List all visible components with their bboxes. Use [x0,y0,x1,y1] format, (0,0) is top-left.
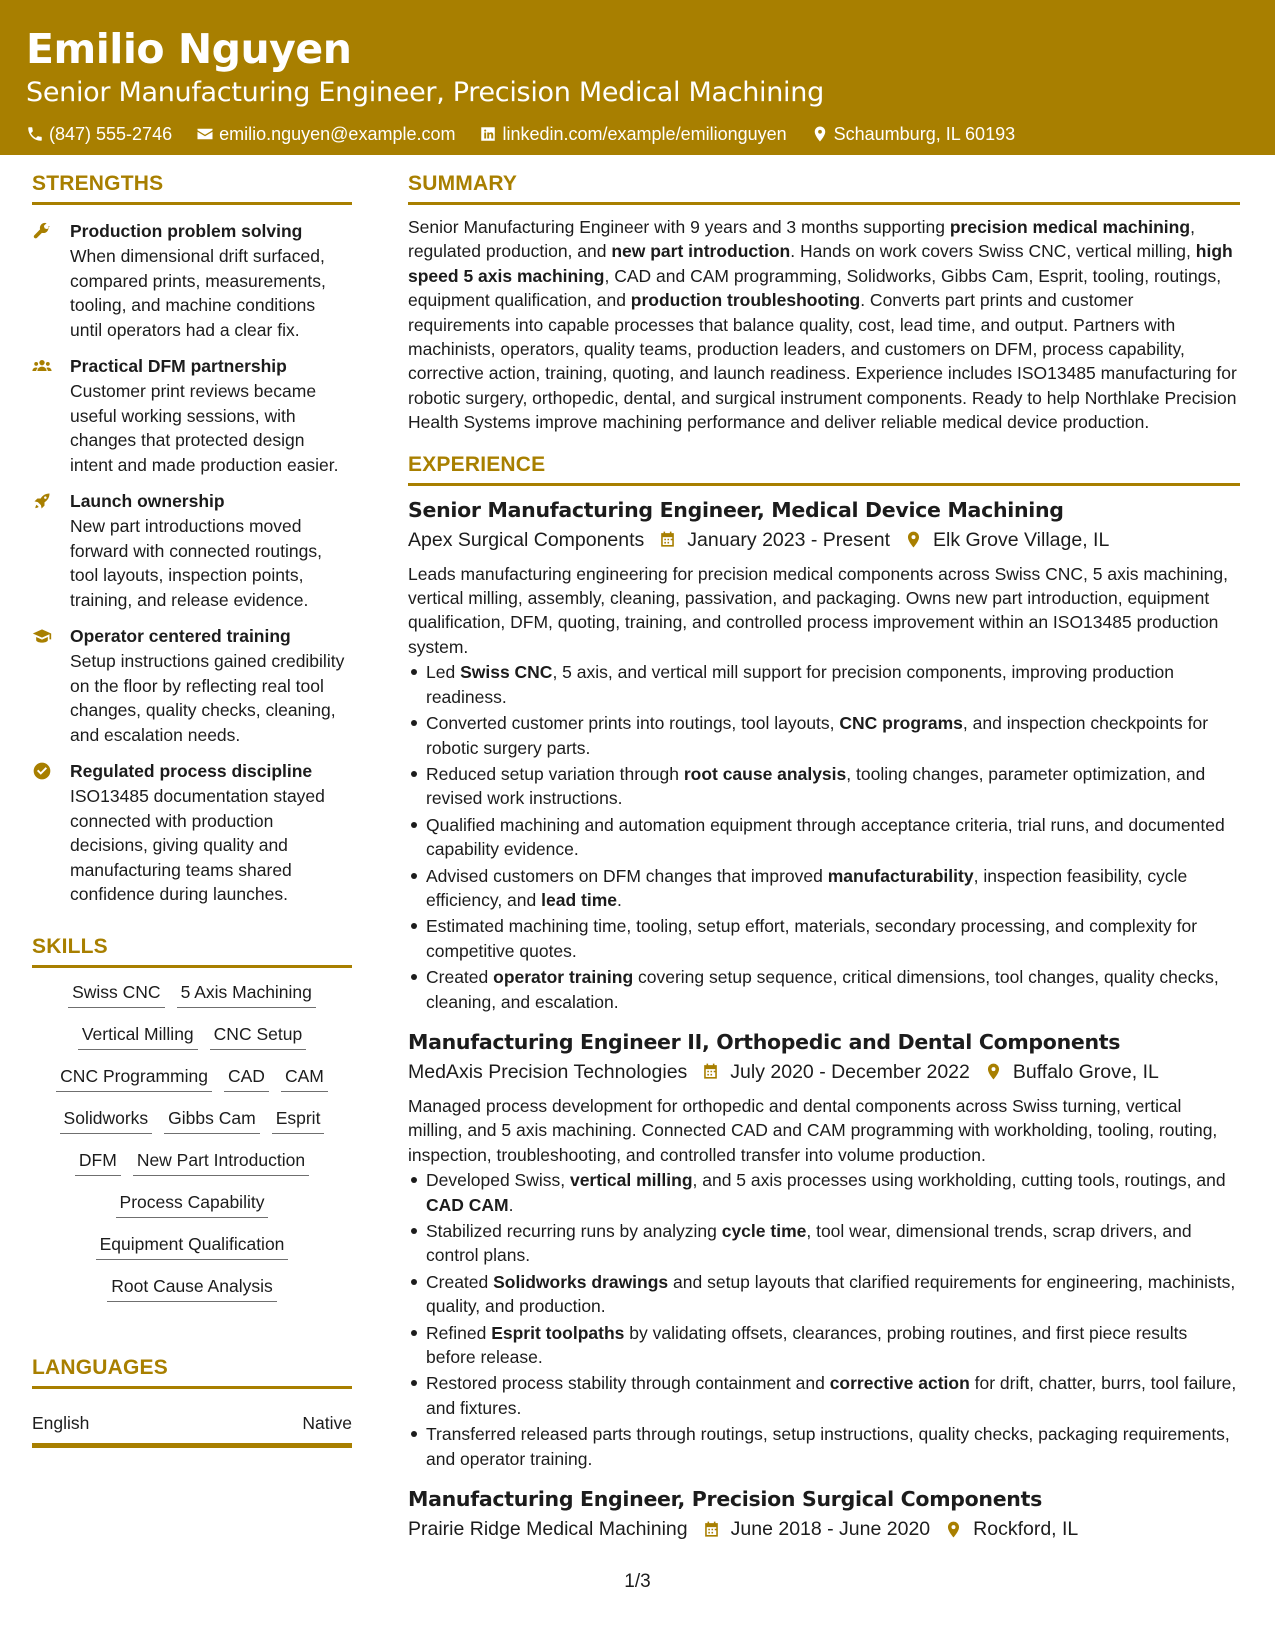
location-pin-icon [811,125,829,143]
job-dates: July 2020 - December 2022 [730,1060,970,1083]
contact-phone-text: (847) 555-2746 [49,124,173,144]
job-company: Apex Surgical Components [408,528,645,551]
check-circle-icon [32,761,52,781]
strength-description: New part introductions moved forward with connected routings, tool layouts, inspection points, training, and release evidence. [70,516,322,610]
skill-tag: Gibbs Cam [164,1106,260,1134]
job-bullets [408,660,1240,1014]
bullet-text: covering setup sequence, critical dimensions, tool changes, quality checks, cleaning, and escalation. [426,967,1219,1012]
bullet-item [408,1371,1240,1420]
skill-tag: CNC Setup [210,1022,307,1050]
languages-heading: LANGUAGES [32,1354,352,1389]
summary-part: . Hands on work covers Swiss CNC, vertical milling, [790,241,1196,262]
calendar-icon [658,530,677,549]
bullet-emphasis: CAD CAM [426,1194,509,1215]
summary-emphasis: production troubleshooting [630,290,861,311]
bullet-emphasis: operator training [493,967,634,988]
job-entry [408,1485,1240,1543]
contact-bar [26,122,1275,146]
job-bullets [408,1168,1240,1471]
bullet-text: Estimated machining time, tooling, setup effort, materials, secondary processing, and complexity for competitive quotes. [426,916,1198,961]
skill-tag: 5 Axis Machining [177,980,316,1008]
bullet-text: Reduced setup variation through [426,763,684,784]
skill-row [62,980,322,1008]
summary-part: . Converts part prints and customer requirements into capable processes that balance quality, cost, lead time, and output. Partners with machinists, operators, quality teams, production leaders, and customers on DFM, process capability, corrective action, training, quoting, and launch readiness. Experience includes ISO13485 manufacturing for robotic surgery, orthopedic, dental, and surgical instrument components. Ready to help Northlake Precision Health Systems improve machining performance and deliver reliable medical device production. [408,290,1237,433]
bullet-text: . [508,1194,514,1215]
bullet-emphasis: CNC programs [839,713,963,734]
skill-tag: CAD [224,1064,269,1092]
skill-tag: CAM [281,1064,328,1092]
bullet-text: , 5 axis, and vertical mill support for precision components, improving production readiness. [426,662,1174,707]
bullet-emphasis: manufacturability [827,865,974,886]
bullet-emphasis: vertical milling [569,1170,693,1191]
skill-tag: Root Cause Analysis [107,1274,276,1302]
phone-icon [26,125,44,143]
bullet-emphasis: Swiss CNC [460,662,553,683]
bullet-item [408,1422,1240,1471]
strength-title: Practical DFM partnership [70,356,287,376]
job-location: Elk Grove Village, IL [933,528,1110,551]
job-dates: June 2018 - June 2020 [730,1518,931,1541]
bullet-text: Restored process stability through containment and [426,1373,830,1394]
strength-description: ISO13485 documentation stayed connected with production decisions, giving quality and manufacturing teams shared confidence during launches. [70,786,325,904]
graduation-cap-icon [32,626,52,646]
summary-part: Senior Manufacturing Engineer with 9 years and 3 months supporting [408,217,950,237]
bullet-emphasis: root cause analysis [683,763,847,784]
email-icon [196,125,214,143]
strengths-list [32,219,352,907]
location-pin-icon [984,1062,1003,1081]
skill-tag: Esprit [272,1106,325,1134]
summary-emphasis: high speed 5 axis machining [408,241,1233,286]
page-number: 1/3 [624,1571,651,1592]
contact-email-text: emilio.nguyen@example.com [219,124,456,144]
bullet-emphasis: cycle time [721,1221,807,1241]
job-dates-group [702,1515,931,1543]
bullet-item [408,1168,1240,1217]
job-company: MedAxis Precision Technologies [408,1060,688,1083]
bullet-item [408,711,1240,760]
job-entry [408,496,1240,1014]
linkedin-icon [479,125,497,143]
skill-row [50,1064,334,1092]
wrench-icon [32,221,52,241]
bullet-text: . [617,889,622,910]
skills-list [32,980,352,1316]
job-title: Manufacturing Engineer II, Orthopedic and Dental Components [408,1029,1121,1054]
bullet-item [408,1270,1240,1319]
strength-item [32,759,352,907]
bullet-text: , and 5 axis processes using workholding, cutting tools, routings, and [692,1170,1226,1191]
location-pin-icon [904,530,923,549]
language-name: English [32,1412,90,1433]
job-meta [408,526,1240,554]
bullet-text: for drift, chatter, burrs, tool failure, and fixtures. [426,1373,1237,1418]
skill-row [69,1148,315,1176]
skill-row [72,1022,312,1050]
job-location: Rockford, IL [973,1518,1079,1541]
bullet-emphasis: Esprit toolpaths [491,1322,625,1343]
calendar-icon [702,1520,721,1539]
skill-tag: Equipment Qualification [96,1232,289,1260]
bullet-emphasis: Solidworks drawings [493,1271,669,1292]
job-company: Prairie Ridge Medical Machining [408,1518,688,1541]
job-location-group [984,1058,1159,1086]
strength-description: Setup instructions gained credibility on the floor by reflecting real tool changes, quality checks, cleaning, and escalation needs. [70,651,345,745]
job-meta [408,1515,1240,1543]
skill-row [54,1106,331,1134]
job-location-group [904,526,1109,554]
bullet-item [408,914,1240,963]
location-pin-icon [944,1520,963,1539]
job-location: Buffalo Grove, IL [1012,1060,1159,1083]
strength-item [32,624,352,747]
bullet-text: Created [426,967,494,988]
contact-location [811,122,1015,146]
strengths-heading: STRENGTHS [32,170,352,205]
strength-title: Regulated process discipline [70,761,313,781]
bullet-text: Stabilized recurring runs by analyzing [426,1221,722,1241]
summary-part: , CAD and CAM programming, Solidworks, Gibbs Cam, Esprit, tooling, routings, equipment qualification, and [408,265,1222,311]
bullet-text: Advised customers on DFM changes that improved [426,865,828,886]
experience-heading: EXPERIENCE [408,451,1240,486]
strength-description: When dimensional drift surfaced, compared prints, measurements, tooling, and machine conditions until operators had a clear fix. [70,246,326,340]
strength-title: Launch ownership [70,491,225,511]
bullet-text: Developed Swiss, [426,1170,570,1191]
calendar-icon [701,1062,720,1081]
summary-emphasis: new part introduction [611,241,791,262]
strength-item [32,489,352,612]
bullet-text: , tooling changes, parameter optimization, and revised work instructions. [426,763,1206,809]
skill-row [110,1190,275,1218]
strength-item [32,354,352,477]
bullet-text: and setup layouts that clarified requirements for engineering, machinists, quality, and production. [426,1271,1236,1317]
contact-linkedin[interactable] [479,122,786,146]
strength-description: Customer print reviews became useful working sessions, with changes that protected design intent and made production easier. [70,381,339,475]
strength-title: Operator centered training [70,626,291,646]
bullet-text: Refined [426,1322,492,1343]
language-item [32,1411,352,1448]
job-meta [408,1058,1240,1086]
contact-location-text: Schaumburg, IL 60193 [833,124,1016,144]
left-column [32,170,352,1448]
bullet-item [408,1219,1240,1268]
job-entry [408,1028,1240,1471]
skill-tag: Swiss CNC [68,980,164,1008]
job-description: Managed process development for orthopedic and dental components across Swiss turning, vertical milling, and 5 axis machining. Connected CAD and CAM programming with workholding, tooling, routing, inspection, troubleshooting, and controlled transfer into volume production. [408,1095,1218,1165]
candidate-headline: Senior Manufacturing Engineer, Precision Medical Machining [26,77,824,108]
bullet-item [408,813,1240,862]
right-column [408,170,1240,1543]
summary-text [408,215,1240,435]
job-description: Leads manufacturing engineering for precision medical components across Swiss CNC, 5 axis machining, vertical milling, assembly, cleaning, passivation, and packaging. Owns new part introduction, equipment qualification, DFM, quoting, training, and controlled process improvement within an ISO13485 production system. [408,563,1228,657]
users-icon [32,356,52,376]
job-dates: January 2023 - Present [687,528,890,551]
summary-heading: SUMMARY [408,170,1240,205]
strength-item [32,219,352,342]
strength-title: Production problem solving [70,221,303,241]
language-level: Native [302,1412,352,1433]
bullet-text: , inspection feasibility, cycle efficiency, and [426,865,1188,910]
skill-tag: DFM [75,1148,121,1176]
bullet-text: Led [426,662,461,683]
job-location-group [944,1515,1078,1543]
skill-tag: Process Capability [116,1190,269,1218]
bullet-item [408,1321,1240,1370]
skill-tag: New Part Introduction [133,1148,309,1176]
bullet-text: Qualified machining and automation equipment through acceptance criteria, trial runs, and documented capability evidence. [426,814,1225,860]
bullet-emphasis: corrective action [829,1373,970,1394]
job-title: Manufacturing Engineer, Precision Surgical Components [408,1487,1043,1512]
resume-header [0,0,1275,155]
bullet-item [408,965,1240,1014]
bullet-text: , tool wear, dimensional trends, scrap drivers, and control plans. [426,1221,1192,1266]
skill-tag: CNC Programming [56,1064,212,1092]
bullet-emphasis: lead time [541,889,617,910]
summary-part: , regulated production, and [408,217,1195,262]
bullet-text: Transferred released parts through routings, setup instructions, quality checks, packaging requirements, and operator training. [426,1424,1230,1469]
job-title: Senior Manufacturing Engineer, Medical Device Machining [408,497,1064,522]
job-dates-group [658,526,890,554]
rocket-icon [32,491,52,511]
bullet-item [408,660,1240,709]
bullet-item [408,762,1240,811]
skills-heading: SKILLS [32,933,352,968]
bullet-item [408,864,1240,913]
job-dates-group [701,1058,970,1086]
bullet-text: Created [426,1271,494,1292]
skill-tag: Solidworks [60,1106,153,1134]
skill-row [90,1232,295,1260]
bullet-text: by validating offsets, clearances, probing routines, and first piece results before release. [426,1322,1188,1368]
contact-linkedin-text: linkedin.com/example/emilionguyen [502,124,787,144]
contact-phone[interactable] [26,122,172,146]
skill-tag: Vertical Milling [78,1022,198,1050]
bullet-text: Converted customer prints into routings, tool layouts, [426,713,840,734]
experience-list [408,496,1240,1543]
candidate-name: Emilio Nguyen [26,25,352,73]
bullet-text: , and inspection checkpoints for robotic surgery parts. [426,713,1209,758]
summary-emphasis: precision medical machining [949,217,1191,237]
contact-email[interactable] [196,122,455,146]
skill-row [101,1274,282,1302]
